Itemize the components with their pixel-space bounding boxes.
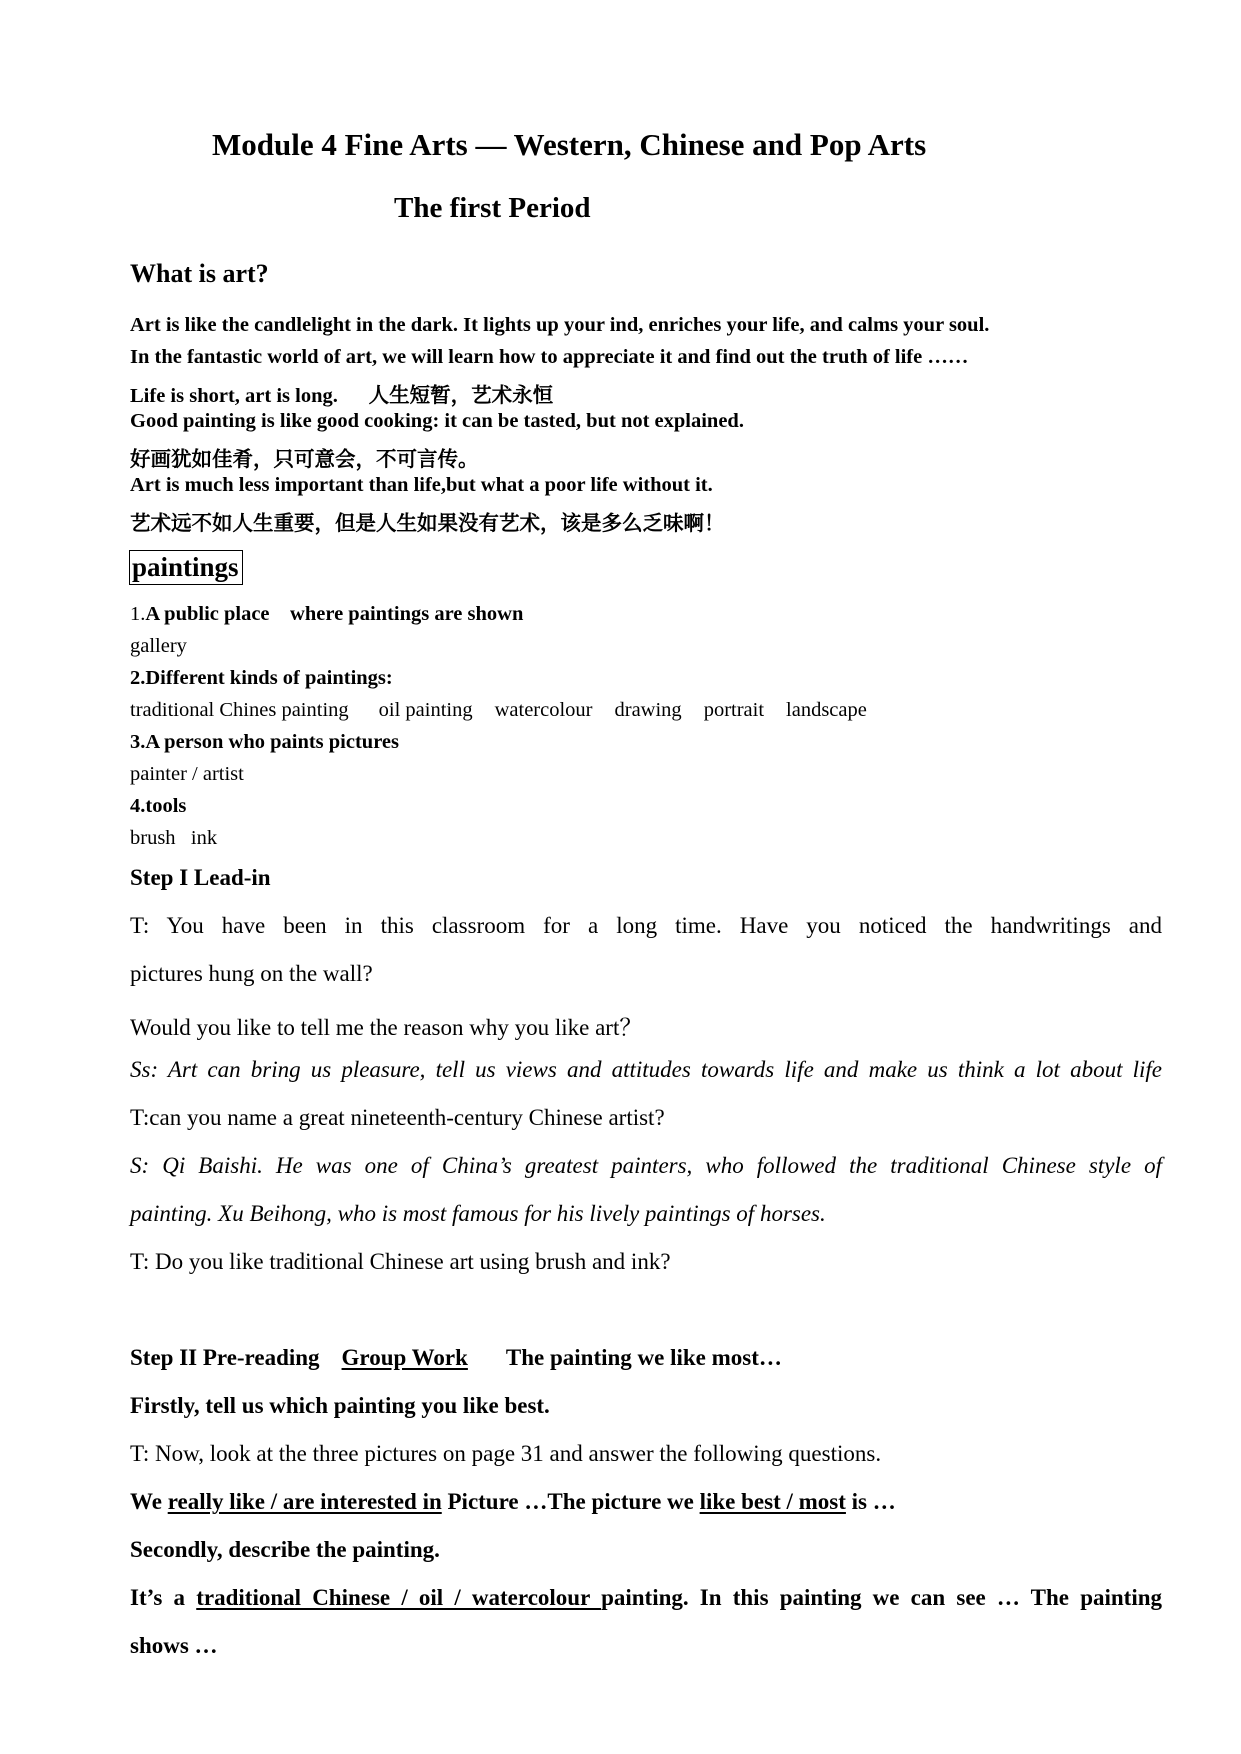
page-title: Module 4 Fine Arts — Western, Chinese and Pop Arts <box>212 127 927 162</box>
vocab-answer-1: gallery <box>130 635 187 657</box>
quote-line: In the fantastic world of art, we will learn how to appreciate it and find out the truth of life …… <box>130 346 969 368</box>
we-like-line <box>130 1489 896 1515</box>
vocab-question-1-text: A public place where paintings are shown <box>145 603 524 625</box>
vocab-answer-4: brush ink <box>130 827 218 849</box>
we-like-text: is … <box>845 1489 896 1514</box>
painting-kind: oil painting <box>378 699 473 721</box>
its-a-line <box>130 1585 1162 1611</box>
step-1-heading: Step I Lead-in <box>130 865 271 890</box>
group-work-label: Group Work <box>341 1345 468 1370</box>
painting-kind: portrait <box>703 699 765 721</box>
vocab-answer-2 <box>130 699 889 722</box>
teacher-line: T: Now, look at the three pictures on page 31 and answer the following questions. <box>130 1441 882 1466</box>
we-like-underlined-phrase: really like / are interested in <box>167 1489 442 1514</box>
we-like-text: Picture …The picture we <box>441 1489 700 1514</box>
student-answer-line: Ss: Art can bring us pleasure, tell us views and attitudes towards life and make us think a lot about life <box>130 1057 1162 1082</box>
step-2-heading-prefix: Step II Pre-reading <box>130 1345 320 1370</box>
its-a-text: It’s a <box>130 1585 197 1610</box>
firstly-line: Firstly, tell us which painting you like best. <box>130 1393 550 1418</box>
vocab-question-1 <box>130 603 523 626</box>
vocab-question-2: 2.Different kinds of paintings: <box>130 667 393 689</box>
we-like-underlined-phrase: like best / most <box>699 1489 846 1514</box>
quote-line: Life is short, art is long. 人生短暂，艺术永恒 <box>130 385 554 407</box>
student-answer-line: S: Qi Baishi. He was one of China’s greatest painters, who followed the traditional Chinese style of <box>130 1153 1162 1178</box>
teacher-line: pictures hung on the wall? <box>130 961 373 986</box>
we-like-text: We <box>130 1489 168 1514</box>
painting-kind: drawing <box>614 699 682 721</box>
quote-line: Art is like the candlelight in the dark. It lights up your ind, enriches your life, and calms your soul. <box>130 314 990 336</box>
painting-kind: traditional Chines painting <box>130 699 349 721</box>
vocab-answer-3: painter / artist <box>130 763 244 785</box>
shows-line: shows … <box>130 1633 218 1658</box>
teacher-line: T:can you name a great nineteenth-century Chinese artist? <box>130 1105 665 1130</box>
vocab-question-4: 4.tools <box>130 795 187 817</box>
painting-type-underlined-phrase: traditional Chinese / oil / watercolour <box>196 1585 602 1610</box>
secondly-line: Secondly, describe the painting. <box>130 1537 440 1562</box>
painting-kind: watercolour <box>494 699 593 721</box>
its-a-text: painting. In this painting we can see … The painting <box>601 1585 1163 1610</box>
quote-line: 艺术远不如人生重要，但是人生如果没有艺术，该是多么乏味啊！ <box>130 513 725 535</box>
paintings-heading-box: paintings <box>129 550 243 585</box>
heading-what-is-art: What is art? <box>130 259 269 288</box>
quote-line: Art is much less important than life,but what a poor life without it. <box>130 474 713 496</box>
quote-line: Good painting is like good cooking: it can be tasted, but not explained. <box>130 410 744 432</box>
teacher-line: T: Do you like traditional Chinese art using brush and ink? <box>130 1249 671 1274</box>
vocab-question-1-number: 1. <box>130 603 146 625</box>
vocab-question-3: 3.A person who paints pictures <box>130 731 400 753</box>
quote-line: 好画犹如佳肴，只可意会，不可言传。 <box>130 449 479 471</box>
painting-kind: landscape <box>786 699 867 721</box>
step-2-heading-suffix: The painting we like most… <box>505 1345 782 1370</box>
teacher-line: Would you like to tell me the reason why you like art？ <box>130 1015 643 1040</box>
page-subtitle: The first Period <box>394 192 591 224</box>
step-2-heading <box>130 1345 782 1371</box>
student-answer-line: painting. Xu Beihong, who is most famous for his lively paintings of horses. <box>130 1201 826 1226</box>
teacher-line: T: You have been in this classroom for a long time. Have you noticed the handwritings and <box>130 913 1162 938</box>
